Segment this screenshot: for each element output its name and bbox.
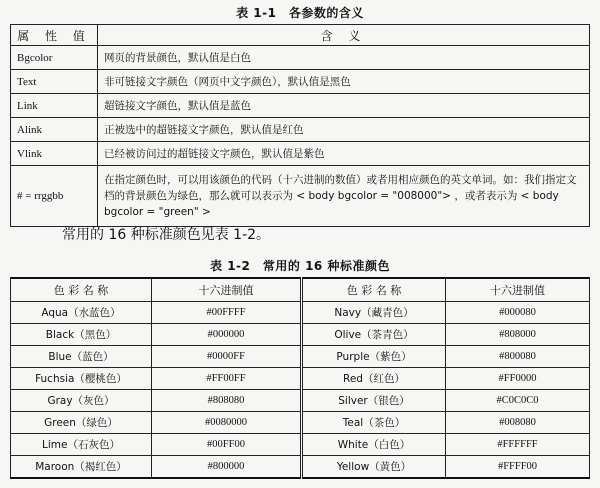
color-name-cell: Olive（茶青色） — [302, 324, 446, 346]
color-name-cell: Red（红色） — [302, 368, 446, 390]
color-name-cell: Black（黑色） — [11, 324, 152, 346]
table-row — [11, 368, 590, 390]
color-name-cell: Green（绿色） — [11, 412, 152, 434]
hex-value-cell: #0000FF — [152, 346, 302, 368]
table-row — [11, 142, 590, 166]
hex-value-cell: #00FF00 — [152, 434, 302, 456]
meaning-cell: 已经被访问过的超链接文字颜色，默认值是紫色 — [98, 142, 590, 166]
header-hex-left: 十六进制值 — [152, 278, 302, 302]
parameter-table — [10, 24, 590, 227]
hex-value-cell: #FFFF00 — [446, 456, 590, 479]
hex-value-cell: #FFFFFF — [446, 434, 590, 456]
meaning-cell: 在指定颜色时，可以用该颜色的代码（十六进制的数值）或者用相应颜色的英文单词。如：我们指定文档的背景颜色为绿色，那么就可以表示为 < body bgcolor = "008000"> ，或者表示为 < body bgcolor = "green" > — [98, 166, 590, 227]
attr-cell: Bgcolor — [11, 46, 98, 70]
table-row — [11, 46, 590, 70]
attr-cell: Vlink — [11, 142, 98, 166]
body-paragraph: 常用的 16 种标准颜色见表 1-2。 — [62, 227, 271, 243]
hex-value-cell: #C0C0C0 — [446, 390, 590, 412]
table1-header-row — [11, 25, 590, 46]
color-name-cell: Fuchsia（樱桃色） — [11, 368, 152, 390]
header-attribute: 属 性 值 — [11, 25, 98, 46]
color-name-cell: Purple（紫色） — [302, 346, 446, 368]
header-meaning: 含 义 — [98, 25, 590, 46]
hex-value-cell: #FF00FF — [152, 368, 302, 390]
hex-value-cell: #0080000 — [152, 412, 302, 434]
hex-value-cell: #000000 — [152, 324, 302, 346]
table-row — [11, 434, 590, 456]
table-row — [11, 166, 590, 227]
table2-header-row — [11, 278, 590, 302]
meaning-cell: 网页的背景颜色，默认值是白色 — [98, 46, 590, 70]
hex-value-cell: #808080 — [152, 390, 302, 412]
color-name-cell: Teal（茶色） — [302, 412, 446, 434]
table-row — [11, 94, 590, 118]
table-row — [11, 390, 590, 412]
header-color-name-right: 色 彩 名 称 — [302, 278, 446, 302]
header-hex-right: 十六进制值 — [446, 278, 590, 302]
table1-caption: 表 1-1 各参数的含义 — [236, 6, 364, 20]
hex-value-cell: #00FFFF — [152, 302, 302, 324]
color-name-cell: Silver（银色） — [302, 390, 446, 412]
color-name-cell: Aqua（水蓝色） — [11, 302, 152, 324]
table-row — [11, 346, 590, 368]
color-name-cell: Lime（石灰色） — [11, 434, 152, 456]
hex-value-cell: #800000 — [152, 456, 302, 479]
standard-colors-table — [10, 277, 590, 479]
table-row — [11, 302, 590, 324]
color-name-cell: Navy（藏青色） — [302, 302, 446, 324]
attr-cell: Alink — [11, 118, 98, 142]
hex-value-cell: #000080 — [446, 302, 590, 324]
table-row — [11, 70, 590, 94]
table2-caption: 表 1-2 常用的 16 种标准颜色 — [210, 259, 390, 273]
table-row — [11, 412, 590, 434]
attr-cell: Text — [11, 70, 98, 94]
hex-value-cell: #FF0000 — [446, 368, 590, 390]
meaning-cell: 非可链接文字颜色（网页中文字颜色），默认值是黑色 — [98, 70, 590, 94]
table-row — [11, 118, 590, 142]
meaning-cell: 正被选中的超链接文字颜色，默认值是红色 — [98, 118, 590, 142]
hex-value-cell: #008080 — [446, 412, 590, 434]
color-name-cell: Yellow（黄色） — [302, 456, 446, 479]
attr-cell: # = rrggbb — [11, 166, 98, 227]
color-name-cell: White（白色） — [302, 434, 446, 456]
color-name-cell: Gray（灰色） — [11, 390, 152, 412]
table2-body — [11, 302, 590, 479]
attr-cell: Link — [11, 94, 98, 118]
color-name-cell: Maroon（褐红色） — [11, 456, 152, 479]
color-name-cell: Blue（蓝色） — [11, 346, 152, 368]
header-color-name-left: 色 彩 名 称 — [11, 278, 152, 302]
hex-value-cell: #808000 — [446, 324, 590, 346]
table-row — [11, 456, 590, 479]
meaning-cell: 超链接文字颜色，默认值是蓝色 — [98, 94, 590, 118]
table-row — [11, 324, 590, 346]
hex-value-cell: #800080 — [446, 346, 590, 368]
